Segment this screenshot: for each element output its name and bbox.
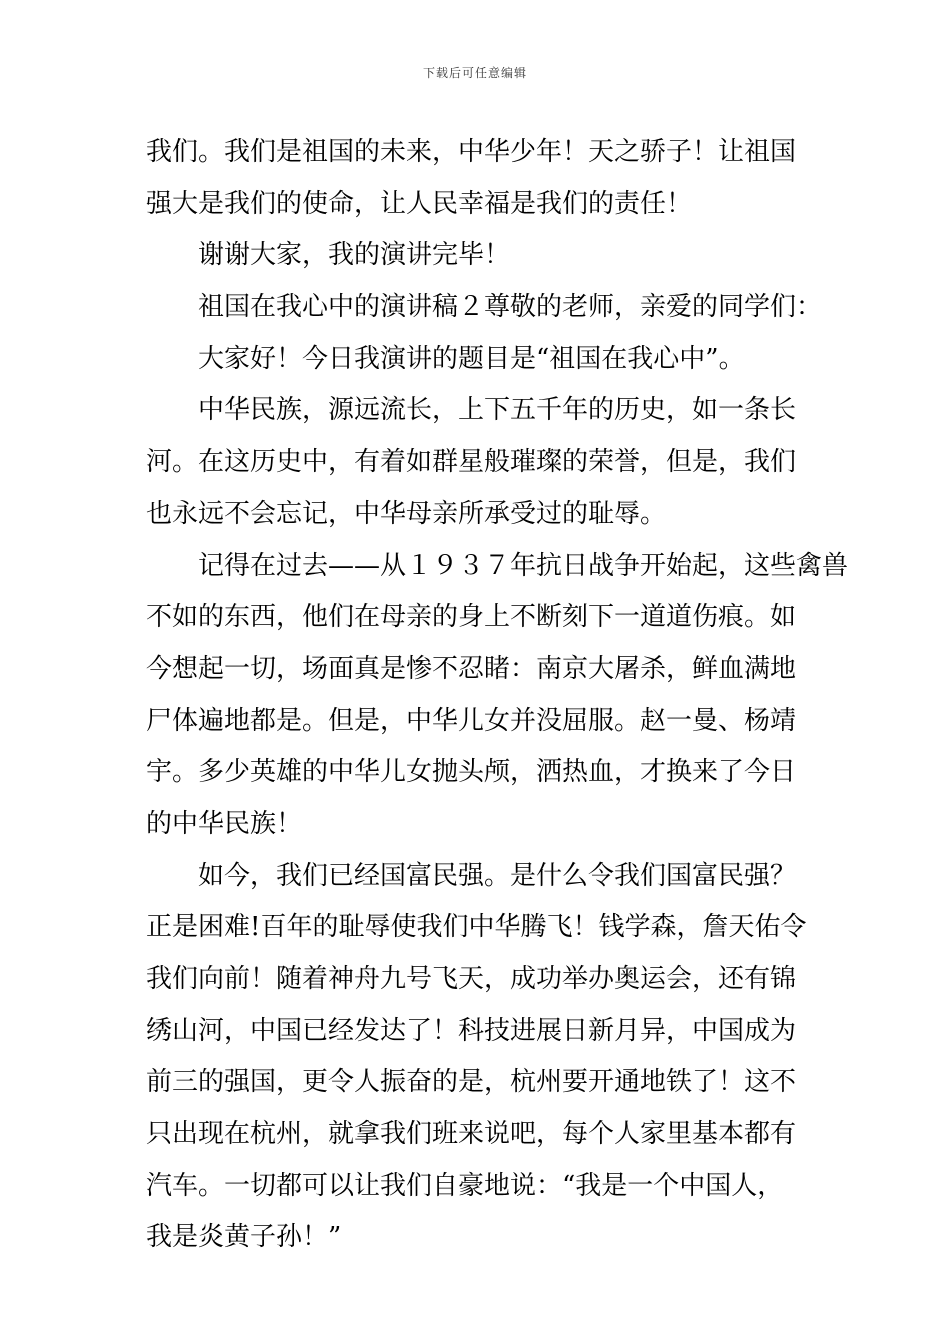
page-header: 下载后可任意编辑 bbox=[422, 66, 527, 80]
text-line: 我们。我们是祖国的未来，中华少年！天之骄子！让祖国 bbox=[146, 137, 797, 167]
text-line: 尸体遍地都是。但是，中华儿女并没屈服。赵一曼、杨靖 bbox=[146, 705, 797, 736]
text-line: 不如的东西，他们在母亲的身上不断刻下一道道伤痕。如 bbox=[146, 602, 797, 633]
text-line: 中华民族，源远流长，上下五千年的历史，如一条长 bbox=[198, 395, 797, 426]
text-line: 如今，我们已经国富民强。是什么令我们国富民强？ bbox=[198, 860, 797, 891]
text-line: 大家好！今日我演讲的题目是“祖国在我心中”。 bbox=[198, 343, 745, 374]
text-line: 只出现在杭州，就拿我们班来说吧，每个人家里基本都有 bbox=[146, 1119, 797, 1150]
text-line: 宇。多少英雄的中华儿女抛头颅，洒热血，才换来了今日 bbox=[146, 757, 797, 788]
text-line: 正是困难!百年的耻辱使我们中华腾飞！钱学森，詹天佑令 bbox=[146, 912, 807, 943]
text-line: 记得在过去——从１９３７年抗日战争开始起，这些禽兽 bbox=[198, 550, 849, 581]
text-line: 强大是我们的使命，让人民幸福是我们的责任！ bbox=[146, 188, 693, 219]
text-line: 也永远不会忘记，中华母亲所承受过的耻辱。 bbox=[146, 498, 667, 529]
text-line: 河。在这历史中，有着如群星般璀璨的荣誉，但是，我们 bbox=[146, 447, 797, 478]
text-line: 前三的强国，更令人振奋的是，杭州要开通地铁了！这不 bbox=[146, 1067, 797, 1098]
text-line: 今想起一切，场面真是惨不忍睹：南京大屠杀，鲜血满地 bbox=[146, 653, 797, 684]
text-line: 汽车。一切都可以让我们自豪地说：“我是一个中国人， bbox=[146, 1170, 784, 1201]
text-line: 祖国在我心中的演讲稿２尊敬的老师，亲爱的同学们： bbox=[198, 292, 823, 323]
text-line: 我们向前！随着神舟九号飞天，成功举办奥运会，还有锦 bbox=[146, 964, 797, 994]
document-body bbox=[146, 127, 849, 1264]
text-line: 谢谢大家，我的演讲完毕！ bbox=[198, 240, 511, 271]
text-line: 的中华民族！ bbox=[146, 808, 303, 839]
text-line: 绣山河，中国已经发达了！科技进展日新月异，中国成为 bbox=[146, 1015, 797, 1046]
text-line: 我是炎黄子孙！” bbox=[146, 1222, 342, 1253]
